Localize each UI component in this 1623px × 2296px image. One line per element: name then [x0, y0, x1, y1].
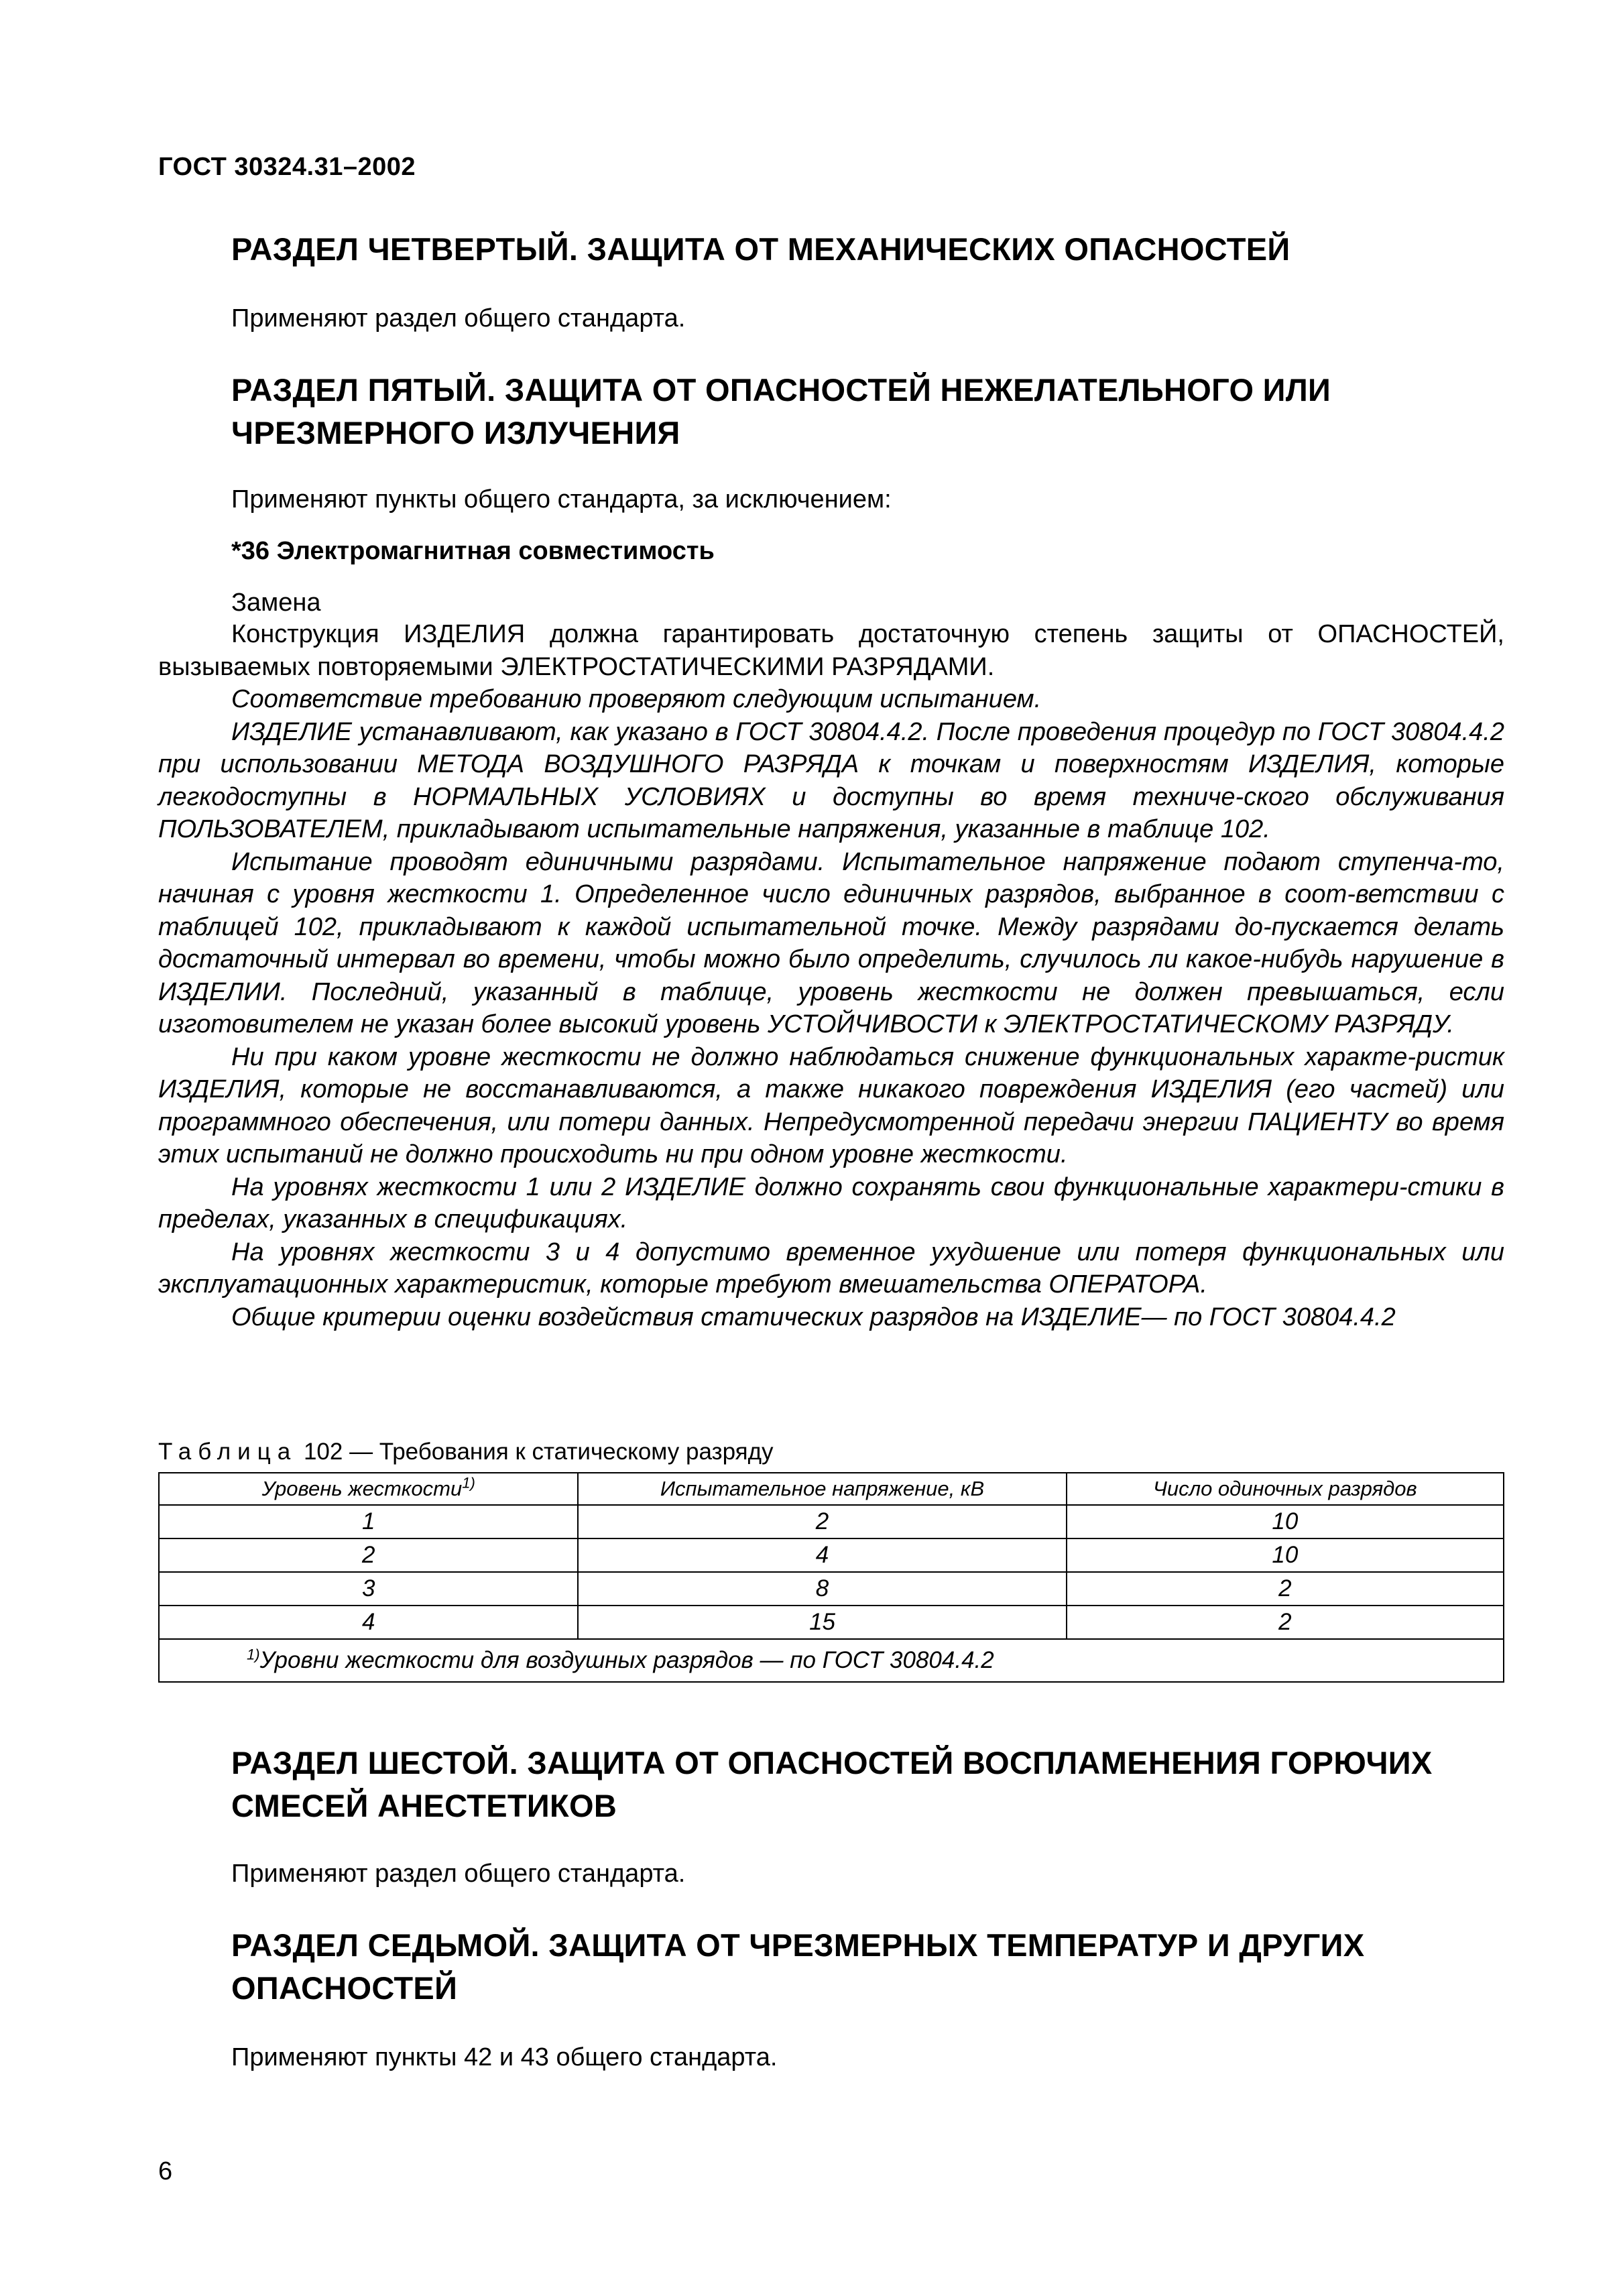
section-7-title-line1: РАЗДЕЛ СЕДЬМОЙ. ЗАЩИТА ОТ ЧРЕЗМЕРНЫХ ТЕМПЕРАТУР И ДРУГИХ	[231, 1927, 1365, 1963]
table-row	[159, 1505, 1504, 1538]
table-cell: 2	[1067, 1572, 1504, 1606]
section-6-title	[231, 1742, 1505, 1827]
paragraph: Общие критерии оценки воздействия статических разрядов на ИЗДЕЛИЕ— по ГОСТ 30804.4.2	[231, 1303, 1396, 1331]
table-footnote-row	[159, 1639, 1504, 1682]
section-7-text: Применяют пункты 42 и 43 общего стандарта.	[231, 2043, 778, 2071]
table-row	[159, 1606, 1504, 1639]
paragraph: На уровнях жесткости 3 и 4 допустимо временное ухудшение или потеря функциональных или эксплуатационных характеристик, которые требуют вмешательства ОПЕРАТОРА.	[158, 1237, 1504, 1298]
clause-36-body	[158, 618, 1504, 1333]
table-caption-text: 102 — Требования к статическому разряду	[297, 1439, 774, 1465]
column-header: Испытательное напряжение, кВ	[578, 1473, 1066, 1505]
table-caption-label: Таблица	[158, 1439, 298, 1465]
column-header: Число одиночных разрядов	[1067, 1473, 1504, 1505]
table-cell: 4	[159, 1606, 578, 1639]
table-cell: 10	[1067, 1505, 1504, 1538]
table-row	[159, 1538, 1504, 1572]
table-row	[159, 1572, 1504, 1606]
section-6-text: Применяют раздел общего стандарта.	[231, 1860, 686, 1888]
table-caption	[158, 1437, 774, 1467]
table-cell: 3	[159, 1572, 578, 1606]
table-cell: 4	[578, 1538, 1066, 1572]
section-6-title-line2: СМЕСЕЙ АНЕСТЕТИКОВ	[231, 1788, 617, 1823]
table-cell: 2	[1067, 1606, 1504, 1639]
section-4-title: РАЗДЕЛ ЧЕТВЕРТЫЙ. ЗАЩИТА ОТ МЕХАНИЧЕСКИХ ОПАСНОСТЕЙ	[231, 231, 1290, 267]
section-5-title-line1: РАЗДЕЛ ПЯТЫЙ. ЗАЩИТА ОТ ОПАСНОСТЕЙ НЕЖЕЛАТЕЛЬНОГО ИЛИ	[231, 372, 1331, 408]
document-header: ГОСТ 30324.31–2002	[158, 153, 416, 181]
table-102	[158, 1472, 1504, 1683]
section-4-text: Применяют раздел общего стандарта.	[231, 304, 686, 333]
section-5-title-line2: ЧРЕЗМЕРНОГО ИЗЛУЧЕНИЯ	[231, 415, 680, 450]
section-7-title	[231, 1924, 1505, 2010]
paragraph: На уровнях жесткости 1 или 2 ИЗДЕЛИЕ должно сохранять свои функциональные характери-стики в пределах, указанных в спецификациях.	[158, 1172, 1504, 1233]
section-5-intro: Применяют пункты общего стандарта, за исключением:	[231, 485, 892, 513]
paragraph: Конструкция ИЗДЕЛИЯ должна гарантировать достаточную степень защиты от ОПАСНОСТЕЙ, вызываемых повторяемыми ЭЛЕКТРОСТАТИЧЕСКИМИ РАЗРЯДАМИ.	[158, 620, 1504, 681]
table-cell: 2	[578, 1505, 1066, 1538]
section-6-title-line1: РАЗДЕЛ ШЕСТОЙ. ЗАЩИТА ОТ ОПАСНОСТЕЙ ВОСПЛАМЕНЕНИЯ ГОРЮЧИХ	[231, 1745, 1433, 1780]
table-footnote: $^{1)}$Уровни жесткости для воздушных разрядов — по ГОСТ 30804.4.2	[159, 1639, 1504, 1682]
paragraph: Испытание проводят единичными разрядами. Испытательное напряжение подают ступенча-то, начиная с уровня жесткости 1. Определенное число единичных разрядов, выбранное в соот-ветствии с таблицей 102, прикладывают к каждой испытательной точке. Между разрядами до-пускается делать достаточный интервал во времени, чтобы можно было определить, случилось ли какое-нибудь нарушение в ИЗДЕЛИИ. Последний, указанный в таблице, уровень жесткости не должен превышаться, если изготовителем не указан более высокий уровень УСТОЙЧИВОСТИ к ЭЛЕКТРОСТАТИЧЕСКОМУ РАЗРЯДУ.	[158, 847, 1504, 1038]
table-cell: 1	[159, 1505, 578, 1538]
table-header-row	[159, 1473, 1504, 1505]
table-cell: 8	[578, 1572, 1066, 1606]
section-7-title-line2: ОПАСНОСТЕЙ	[231, 1970, 458, 2006]
table-cell: 10	[1067, 1538, 1504, 1572]
column-header: Уровень жесткости$^{1)}$	[159, 1473, 578, 1505]
clause-36-title: *36 Электромагнитная совместимость	[231, 537, 715, 565]
table-cell: 15	[578, 1606, 1066, 1639]
replace-label: Замена	[231, 589, 321, 617]
section-5-title	[231, 369, 1505, 455]
paragraph: Ни при каком уровне жесткости не должно наблюдаться снижение функциональных характе-ристик ИЗДЕЛИЯ, которые не восстанавливаются, а также никакого повреждения ИЗДЕЛИЯ (его частей) или программного обеспечения, или потери данных. Непредусмотренной передачи энергии ПАЦИЕНТУ во время этих испытаний не должно происходить ни при одном уровне жесткости.	[158, 1042, 1504, 1168]
paragraph: Соответствие требованию проверяют следующим испытанием.	[231, 685, 1042, 713]
table-cell: 2	[159, 1538, 578, 1572]
page-number: 6	[158, 2157, 173, 2185]
paragraph: ИЗДЕЛИЕ устанавливают, как указано в ГОСТ 30804.4.2. После проведения процедур по ГОСТ 30804.4.2 при использовании МЕТОДА ВОЗДУШНОГО РАЗРЯДА к точкам и поверхностям ИЗДЕЛИЯ, которые легкодоступны в НОРМАЛЬНЫХ УСЛОВИЯХ и доступны во время техниче-ского обслуживания ПОЛЬЗОВАТЕЛЕМ, прикладывают испытательные напряжения, указанные в таблице 102.	[158, 717, 1504, 843]
